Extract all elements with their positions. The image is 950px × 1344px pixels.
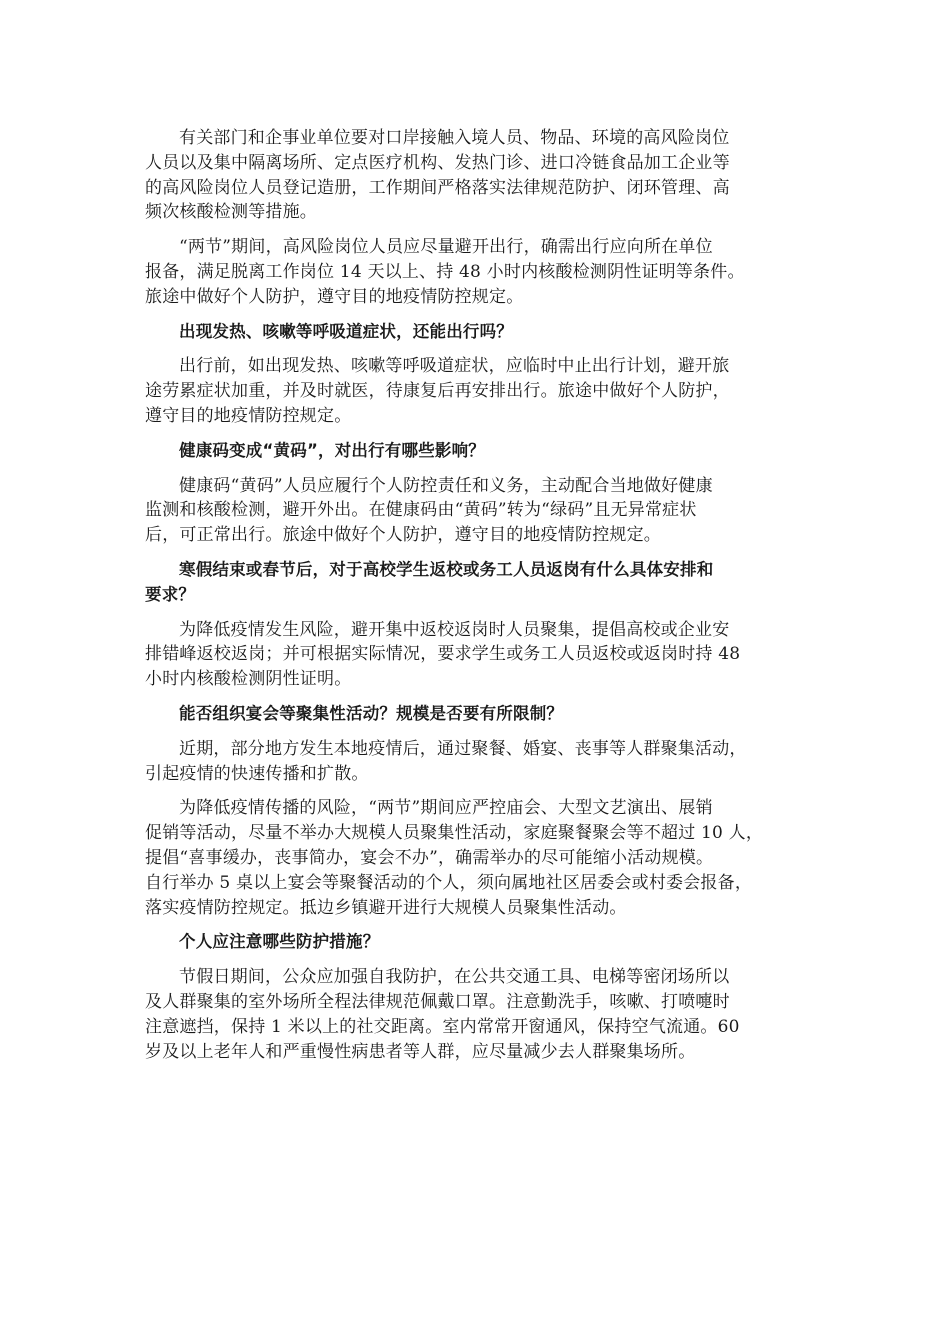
answer-return-to-school-work [145, 618, 809, 692]
text-line: 落实疫情防控规定。抵边乡镇避开进行大规模人员聚集性活动。 [145, 897, 627, 918]
text-line: 节假日期间，公众应加强自我防护，在公共交通工具、电梯等密闭场所以 [179, 967, 730, 988]
answer-gatherings-limits [145, 796, 809, 920]
text-line: 报备，满足脱离工作岗位 14 天以上、持 48 小时内核酸检测阴性证明等条件。 [145, 261, 745, 282]
text-line: 小时内核酸检测阴性证明。 [145, 669, 352, 690]
paragraph-high-risk-registration [145, 126, 809, 225]
text-line: 自行举办 5 桌以上宴会等聚餐活动的个人，须向属地社区居委会或村委会报备， [145, 872, 753, 893]
document-page [145, 126, 809, 1074]
question-line: 寒假结束或春节后，对于高校学生返校或务工人员返岗有什么具体安排和 [179, 559, 714, 579]
text-line: 提倡“喜事缓办，丧事简办，宴会不办”，确需举办的尽可能缩小活动规模。 [145, 847, 714, 868]
text-line: 促销等活动，尽量不举办大规模人员聚集性活动，家庭聚餐聚会等不超过 10 人， [145, 823, 764, 844]
text-line: 引起疫情的快速传播和扩散。 [145, 763, 369, 784]
question-return-to-school-work [145, 558, 809, 608]
question-line: 健康码变成“黄码”，对出行有哪些影响？ [179, 440, 485, 460]
text-line: “两节”期间，高风险岗位人员应尽量避开出行，确需出行应向所在单位 [179, 237, 713, 258]
text-line: 旅途中做好个人防护，遵守目的地疫情防控规定。 [145, 286, 524, 307]
text-line: 的高风险岗位人员登记造册，工作期间严格落实法律规范防护、闭环管理、高 [145, 177, 730, 198]
text-line: 出行前，如出现发热、咳嗽等呼吸道症状，应临时中止出行计划，避开旅 [179, 356, 730, 377]
question-line: 要求？ [145, 584, 196, 604]
text-line: 遵守目的地疫情防控规定。 [145, 405, 352, 426]
question-gatherings [145, 702, 809, 727]
answer-personal-protection [145, 965, 809, 1064]
answer-yellow-code [145, 474, 809, 548]
question-personal-protection [145, 930, 809, 955]
question-line: 个人应注意哪些防护措施？ [179, 932, 380, 952]
text-line: 及人群聚集的室外场所全程法律规范佩戴口罩。注意勤洗手，咳嗽、打喷嚏时 [145, 991, 730, 1012]
question-yellow-code [145, 439, 809, 464]
text-line: 途劳累症状加重，并及时就医，待康复后再安排出行。旅途中做好个人防护， [145, 381, 730, 402]
text-line: 人员以及集中隔离场所、定点医疗机构、发热门诊、进口冷链食品加工企业等 [145, 152, 730, 173]
text-line: 排错峰返校返岗；并可根据实际情况，要求学生或务工人员返校或返岗时持 48 [145, 644, 741, 665]
question-line: 出现发热、咳嗽等呼吸道症状，还能出行吗？ [179, 321, 513, 341]
paragraph-two-festivals-high-risk [145, 235, 809, 309]
text-line: 注意遮挡，保持 1 米以上的社交距离。室内常常开窗通风，保持空气流通。60 [145, 1016, 740, 1037]
text-line: 健康码“黄码”人员应履行个人防控责任和义务，主动配合当地做好健康 [179, 475, 713, 496]
text-line: 频次核酸检测等措施。 [145, 202, 317, 223]
question-line: 能否组织宴会等聚集性活动？规模是否要有所限制？ [179, 703, 564, 723]
text-line: 为降低疫情传播的风险，“两节”期间应严控庙会、大型文艺演出、展销 [179, 798, 713, 819]
answer-gatherings-recent [145, 737, 809, 787]
question-fever-travel [145, 320, 809, 345]
text-line: 有关部门和企事业单位要对口岸接触入境人员、物品、环境的高风险岗位 [179, 128, 730, 148]
text-line: 后，可正常出行。旅途中做好个人防护，遵守目的地疫情防控规定。 [145, 525, 661, 546]
text-line: 近期，部分地方发生本地疫情后，通过聚餐、婚宴、丧事等人群聚集活动， [179, 738, 747, 759]
text-line: 监测和核酸检测，避开外出。在健康码由“黄码”转为“绿码”且无异常症状 [145, 500, 697, 521]
text-line: 岁及以上老年人和严重慢性病患者等人群，应尽量减少去人群聚集场所。 [145, 1041, 696, 1062]
text-line: 为降低疫情发生风险，避开集中返校返岗时人员聚集，提倡高校或企业安 [179, 619, 730, 640]
answer-fever-travel [145, 354, 809, 428]
